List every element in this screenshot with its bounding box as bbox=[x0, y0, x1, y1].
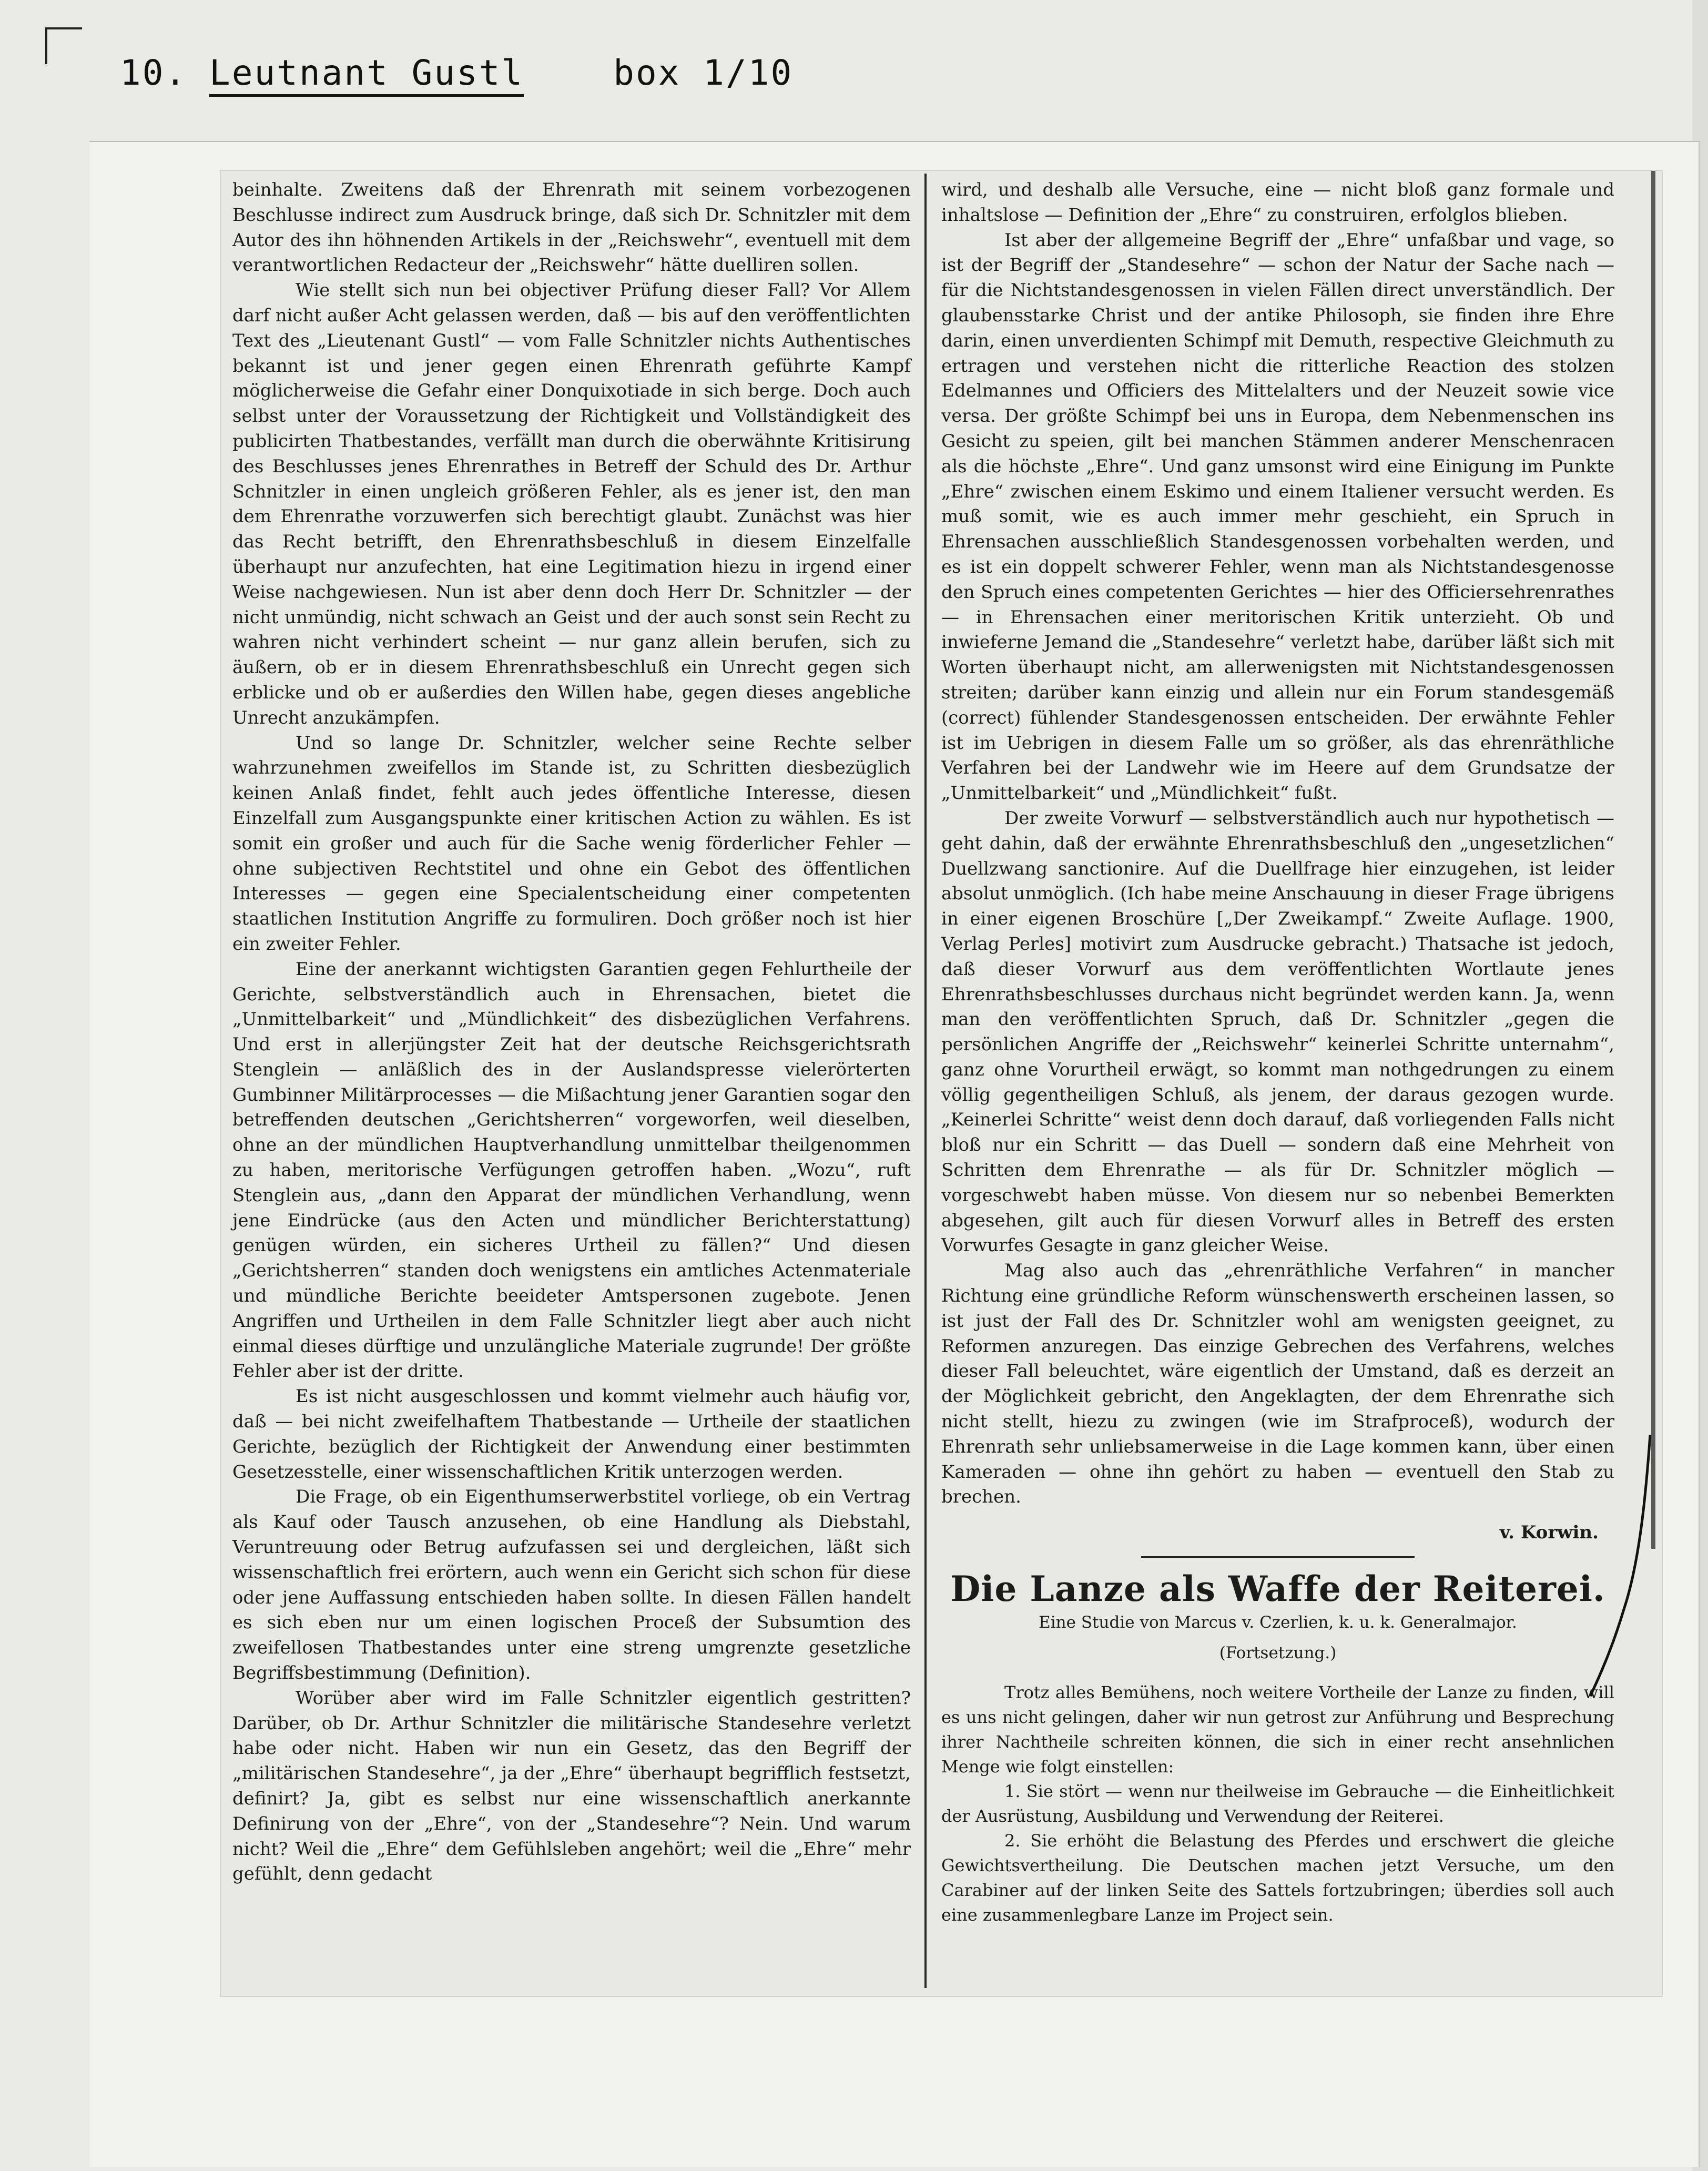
left-paragraph: Es ist nicht ausgeschlossen und kommt vielmehr auch häufig vor, daß — bei nicht zweifelhaftem Thatbestande — Urtheile der staatlichen Gerichte, bezüglich der Richtigkeit der Anwendung einer bestimmten Gesetzesstelle, einer wissenschaftlichen Kritik unterzogen werden. bbox=[232, 1386, 911, 1483]
article-paragraph: Trotz alles Bemühens, noch weitere Vortheile der Lanze zu finden, will es uns nicht gelingen, daher wir nun getrost zur Anführung und Besprechung ihrer Nachtheile schreiten können, die sich in einer recht ansehnlichen Menge wie folgt einstellen: bbox=[941, 1682, 1614, 1777]
left-paragraph: Wie stellt sich nun bei objectiver Prüfung dieser Fall? Vor Allem darf nicht außer Acht gelassen werden, daß — bis auf den veröffentlichten Text des „Lieutenant Gustl“ — vom Falle Schnitzler nichts Authentisches bekannt ist und jener gegen einen Ehrenrath geführte Kampf möglicherweise die Gefahr einer Donquixotiade in sich berge. Doch auch selbst unter der Voraussetzung der Richtigkeit und Vollständigkeit des publicirten Thatbestandes, verfällt man durch die oberwähnte Kritisirung des Beschlusses jenes Ehrenrathes in Betreff der Schuld des Dr. Arthur Schnitzler in einen ungleich größeren Fehler, als es jener ist, den man dem Ehrenrathe vorzuwerfen sich berechtigt glaubt. Zunächst was hier das Recht betrifft, den Ehrenrathsbeschluß in diesem Einzelfalle überhaupt nur anzufechten, hat eine Legitimation hiezu in irgend einer Weise nachgewiesen. Nun ist aber denn doch Herr Dr. Schnitzler — der nicht unmündig, nicht schwach an Geist und der auch sonst sein Recht zu wahren nicht verhindert scheint — nur ganz allein berufen, sich zu äußern, ob er in diesem Ehrenrathsbeschluß ein Unrecht gegen sich erblicke und ob er außerdies den Willen habe, gegen dieses angebliche Unrecht anzukämpfen. bbox=[232, 280, 911, 728]
archive-box: box 1/10 bbox=[613, 53, 794, 93]
right-paragraph: wird, und deshalb alle Versuche, eine — nicht bloß ganz formale und inhaltslose — Definition der „Ehre“ zu construiren, erfolglos blieben. bbox=[941, 179, 1614, 226]
left-column bbox=[232, 178, 911, 1887]
article-divider bbox=[1141, 1556, 1415, 1558]
left-paragraph: Eine der anerkannt wichtigsten Garantien gegen Fehlurtheile der Gerichte, selbstverständlich auch in Ehrensachen, bietet die „Unmittelbarkeit“ und „Mündlichkeit“ des disbezüglichen Verfahrens. Und erst in allerjüngster Zeit hat der deutsche Reichsgerichtsrath Stenglein — anläßlich des in der Auslandspresse vielerörterten Gumbinner Militärprocesses — die Mißachtung jener Garantien sogar den betreffenden deutschen „Gerichtsherren“ vorgeworfen, weil dieselben, ohne an der mündlichen Hauptverhandlung unmittelbar theilgenommen zu haben, meritorische Verfügungen getroffen haben. „Wozu“, ruft Stenglein aus, „dann den Apparat der mündlichen Verhandlung, wenn jene Eindrücke (aus den Acten und mündlicher Berichterstattung) genügen würden, ein sicheres Urtheil zu fällen?“ Und diesen „Gerichtsherren“ standen doch wenigstens ein amtliches Actenmateriale und mündliche Berichte beeideter Amtspersonen zugebote. Jenen Angriffen und Urtheilen in dem Falle Schnitzler liegt aber auch nicht einmal dieses dürftige und unzulängliche Materiale zugrunde! Der größte Fehler aber ist der dritte. bbox=[232, 958, 911, 1382]
right-column bbox=[941, 178, 1614, 1927]
author-signature: v. Korwin. bbox=[1499, 1522, 1599, 1544]
right-paragraph: Ist aber der allgemeine Begriff der „Ehre“ unfaßbar und vage, so ist der Begriff der „Standesehre“ — schon der Natur der Sache nach — für die Nichtstandesgenossen in vielen Fällen direct unverständlich. Der glaubensstarke Christ und der antike Philosoph, sie finden ihre Ehre darin, einen unverdienten Schimpf mit Demuth, respective Gleichmuth zu ertragen und verstehen nicht die ritterliche Reaction des stolzen Edelmannes und Officiers des Mittelalters und der Neuzeit sowie vice versa. Der größte Schimpf bei uns in Europa, dem Nebenmenschen ins Gesicht zu speien, gilt bei manchen Stämmen anderer Menschenracen als die höchste „Ehre“. Und ganz umsonst wird eine Einigung im Punkte „Ehre“ zwischen einem Eskimo und einem Italiener versucht werden. Es muß somit, wie es auch immer mehr geschieht, ein Spruch in Ehrensachen ausschließlich Standesgenossen vorbehalten werden, und es ist ein doppelt schwerer Fehler, wenn man als Nichtstandesgenosse den Spruch eines competenten Gerichtes — hier des Officiersehrenrathes — in Ehrensachen einer meritorischen Kritik unterzieht. Ob und inwieferne Jemand die „Standesehre“ verletzt habe, darüber läßt sich mit Worten überhaupt nicht, am allerwenigsten mit Nichtstandesgenossen streiten; darüber kann einzig und allein nur ein Forum standesgemäß (correct) fühlender Standesgenossen entscheiden. Der erwähnte Fehler ist im Uebrigen in diesem Falle um so größer, als das ehrenräthliche Verfahren bei der Landwehr wie im Heere auf dem Grundsatze der „Unmittelbarkeit“ und „Mündlichkeit“ fußt. bbox=[941, 229, 1614, 804]
pen-mark bbox=[1583, 1431, 1662, 1704]
column-rule bbox=[924, 174, 927, 1988]
left-paragraph: beinhalte. Zweitens daß der Ehrenrath mit seinem vorbezogenen Beschlusse indirect zum Ausdruck bringe, daß sich Dr. Schnitzler mit dem Autor des ihn höhnenden Artikels in der „Reichswehr“, eventuell mit dem verantwortlichen Redacteur der „Reichswehr“ hätte duelliren sollen. bbox=[232, 179, 911, 276]
corner-crop-mark bbox=[45, 27, 82, 64]
article-continuation: (Fortsetzung.) bbox=[1219, 1643, 1337, 1662]
right-paragraph: Mag also auch das „ehrenräthliche Verfahren“ in mancher Richtung eine gründliche Reform wünschenswerth erscheinen lassen, so ist just der Fall des Dr. Schnitzler wohl am wenigsten geeignet, zu Reformen anzuregen. Das einzige Gebrechen des Verfahrens, welches dieser Fall beleuchtet, wäre eigentlich der Umstand, daß es derzeit an der Möglichkeit gebricht, den Angeklagten, der dem Ehrenrathe sich nicht stellt, hiezu zu zwingen (wie im Strafproceß), wodurch der Ehrenrath sehr unliebsamerweise in die Lage kommen kann, über einen Kameraden — ohne ihn gehört zu haben — eventuell den Stab zu brechen. bbox=[941, 1260, 1614, 1508]
article-subtitle: Eine Studie von Marcus v. Czerlien, k. u. k. Generalmajor. bbox=[1039, 1612, 1517, 1632]
left-paragraph: Die Frage, ob ein Eigenthumserwerbstitel vorliege, ob ein Vertrag als Kauf oder Tausch anzusehen, ob eine Handlung als Diebstahl, Veruntreuung oder Betrug aufzufassen sei und dergleichen, läßt sich wissenschaftlich frei erörtern, auch wenn ein Gericht sich schon für diese oder jene Auffassung entschieden haben sollte. In diesen Fällen handelt es sich eben nur um einen logischen Proceß der Subsumtion des zweifellosen Thatbestandes unter eine streng umgrenzte gesetzliche Begriffsbestimmung (Definition). bbox=[232, 1486, 911, 1684]
left-paragraph: Und so lange Dr. Schnitzler, welcher seine Rechte selber wahrzunehmen zweifellos im Stande ist, zu Schritten diesbezüglich keinen Anlaß findet, fehlt auch jedes öffentliche Interesse, diesen Einzelfall zum Ausgangspunkte einer kritischen Action zu wählen. Es ist somit ein großer und auch für die Sache wenig förderlicher Fehler — ohne subjectiven Rechtstitel und ohne ein Gebot des öffentlichen Interesses — gegen eine Specialentscheidung einer competenten staatlichen Institution Angriffe zu formuliren. Doch größer noch ist hier ein zweiter Fehler. bbox=[232, 732, 911, 955]
article-title: Die Lanze als Waffe der Reiterei. bbox=[950, 1568, 1605, 1610]
right-paragraph: Der zweite Vorwurf — selbstverständlich auch nur hypothetisch — geht dahin, daß der erwähnte Ehrenrathsbeschluß den „ungesetzlichen“ Duellzwang sanctionire. Auf die Duellfrage hier einzugehen, ist leider absolut unmöglich. (Ich habe meine Anschauung in dieser Frage übrigens in einer eigenen Broschüre [„Der Zweikampf.“ Zweite Auflage. 1900, Verlag Perles] motivirt zum Ausdrucke gebracht.) Thatsache ist jedoch, daß dieser Vorwurf aus dem veröffentlichten Wortlaute jenes Ehrenrathsbeschlusses durchaus nicht begründet werden kann. Ja, wenn man den veröffentlichten Spruch, daß Dr. Schnitzler „gegen die persönlichen Angriffe der „Reichswehr“ keinerlei Schritte unternahm“, ganz ohne Vorurtheil erwägt, so kommt man nothgedrungen zu einem völlig gegentheiligen Schluß, als jenem, der daraus gezogen wurde. „Keinerlei Schritte“ weist denn doch darauf, daß vorliegenden Falls nicht bloß nur ein Schritt — das Duell — sondern daß eine Mehrheit von Schritten dem Ehrenrathe — als für Dr. Schnitzler möglich — vorgeschwebt haben müsse. Von diesem nur so nebenbei Bemerkten abgesehen, gilt auch für diesen Vorwurf alles in Betreff des ersten Vorwurfes Gesagte in ganz gleicher Weise. bbox=[941, 807, 1614, 1256]
archive-number: 10. bbox=[120, 53, 188, 93]
left-paragraph: Worüber aber wird im Falle Schnitzler eigentlich gestritten? Darüber, ob Dr. Arthur Schnitzler die militärische Standesehre verletzt habe oder nicht. Haben wir nun ein Gesetz, das den Begriff der „militärischen Standesehre“, ja der „Ehre“ überhaupt begrifflich festsetzt, definirt? Ja, gibt es selbst nur eine wissenschaftlich anerkannte Definirung von der „Ehre“, von der „Standesehre“? Nein. Und warum nicht? Weil die „Ehre“ dem Gefühlsleben angehört; weil die „Ehre“ mehr gefühlt, denn gedacht bbox=[232, 1687, 911, 1885]
article-paragraph: 2. Sie erhöht die Belastung des Pferdes und erschwert die gleiche Gewichtsvertheilung. Die Deutschen machen jetzt Versuche, um den Carabiner auf der linken Seite des Sattels fortzubringen; überdies soll auch eine zusammenlegbare Lanze im Project sein. bbox=[941, 1831, 1614, 1925]
archive-title: Leutnant Gustl bbox=[209, 53, 524, 97]
clipping-edge bbox=[1651, 171, 1655, 1549]
archive-label bbox=[120, 53, 793, 93]
pen-mark-stroke bbox=[1590, 1435, 1650, 1696]
article-paragraph: 1. Sie stört — wenn nur theilweise im Gebrauche — die Einheitlichkeit der Ausrüstung, Ausbildung und Verwendung der Reiterei. bbox=[941, 1781, 1614, 1827]
